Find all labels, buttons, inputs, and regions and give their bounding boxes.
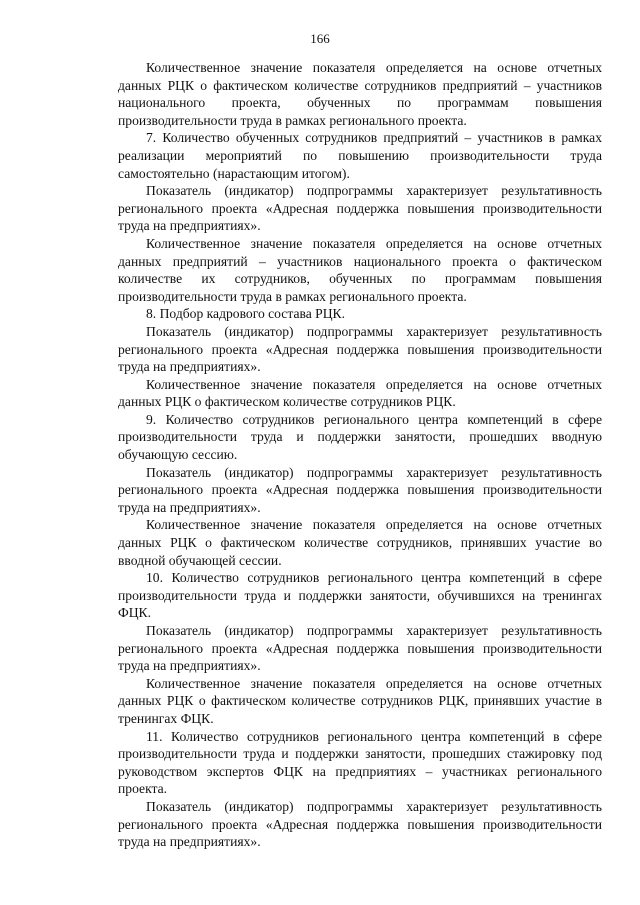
paragraph: Показатель (индикатор) подпрограммы характеризует результативность регионального проекта «Адресная поддержка повышения производительности труда на предприятиях». xyxy=(118,798,602,850)
paragraph: Количественное значение показателя определяется на основе отчетных данных РЦК о фактическом количестве сотрудников, принявших участие во вводной обучающей сессии. xyxy=(118,517,602,568)
paragraph: 9. Количество сотрудников регионального центра компетенций в сфере производительности труда и поддержки занятости, прошедших вводную обучающую сессию. xyxy=(118,411,602,463)
paragraph: Показатель (индикатор) подпрограммы характеризует результативность регионального проекта «Адресная поддержка повышения производительности труда на предприятиях». xyxy=(118,323,602,375)
document-body xyxy=(118,59,602,851)
paragraph: Показатель (индикатор) подпрограммы характеризует результативность регионального проекта «Адресная поддержка повышения производительности труда на предприятиях». xyxy=(118,183,602,234)
paragraph: Количественное значение показателя определяется на основе отчетных данных предприятий – участников национального проекта о фактическом количестве их сотрудников, обученных по программам повышения производительности труда в рамках регионального проекта. xyxy=(118,235,602,304)
paragraph: 10. Количество сотрудников регионального центра компетенций в сфере производительности труда и поддержки занятости, обучившихся на тренингах ФЦК. xyxy=(118,570,602,621)
paragraph: Показатель (индикатор) подпрограммы характеризует результативность регионального проекта «Адресная поддержка повышения производительности труда на предприятиях». xyxy=(118,464,602,515)
page-number: 166 xyxy=(310,31,330,46)
paragraph: 7. Количество обученных сотрудников предприятий – участников в рамках реализации мероприятий по повышению производительности труда самостоятельно (нарастающим итогом). xyxy=(118,130,602,181)
paragraph: Количественное значение показателя определяется на основе отчетных данных РЦК о фактическом количестве сотрудников РЦК, принявших участие в тренингах ФЦК. xyxy=(118,675,602,726)
paragraph: 11. Количество сотрудников регионального центра компетенций в сфере производительности труда и поддержки занятости, прошедших стажировку под руководством экспертов ФЦК на предприятиях – участниках регионального проекта. xyxy=(118,728,602,797)
paragraph: Показатель (индикатор) подпрограммы характеризует результативность регионального проекта «Адресная поддержка повышения производительности труда на предприятиях». xyxy=(118,623,602,674)
paragraph: Количественное значение показателя определяется на основе отчетных данных РЦК о фактическом количестве сотрудников предприятий – участников национального проекта, обученных по программам повышения производительности труда в рамках регионального проекта. xyxy=(118,60,602,128)
paragraph: 8. Подбор кадрового состава РЦК. xyxy=(146,306,345,322)
paragraph: Количественное значение показателя определяется на основе отчетных данных РЦК о фактическом количестве сотрудников РЦК. xyxy=(118,376,602,410)
